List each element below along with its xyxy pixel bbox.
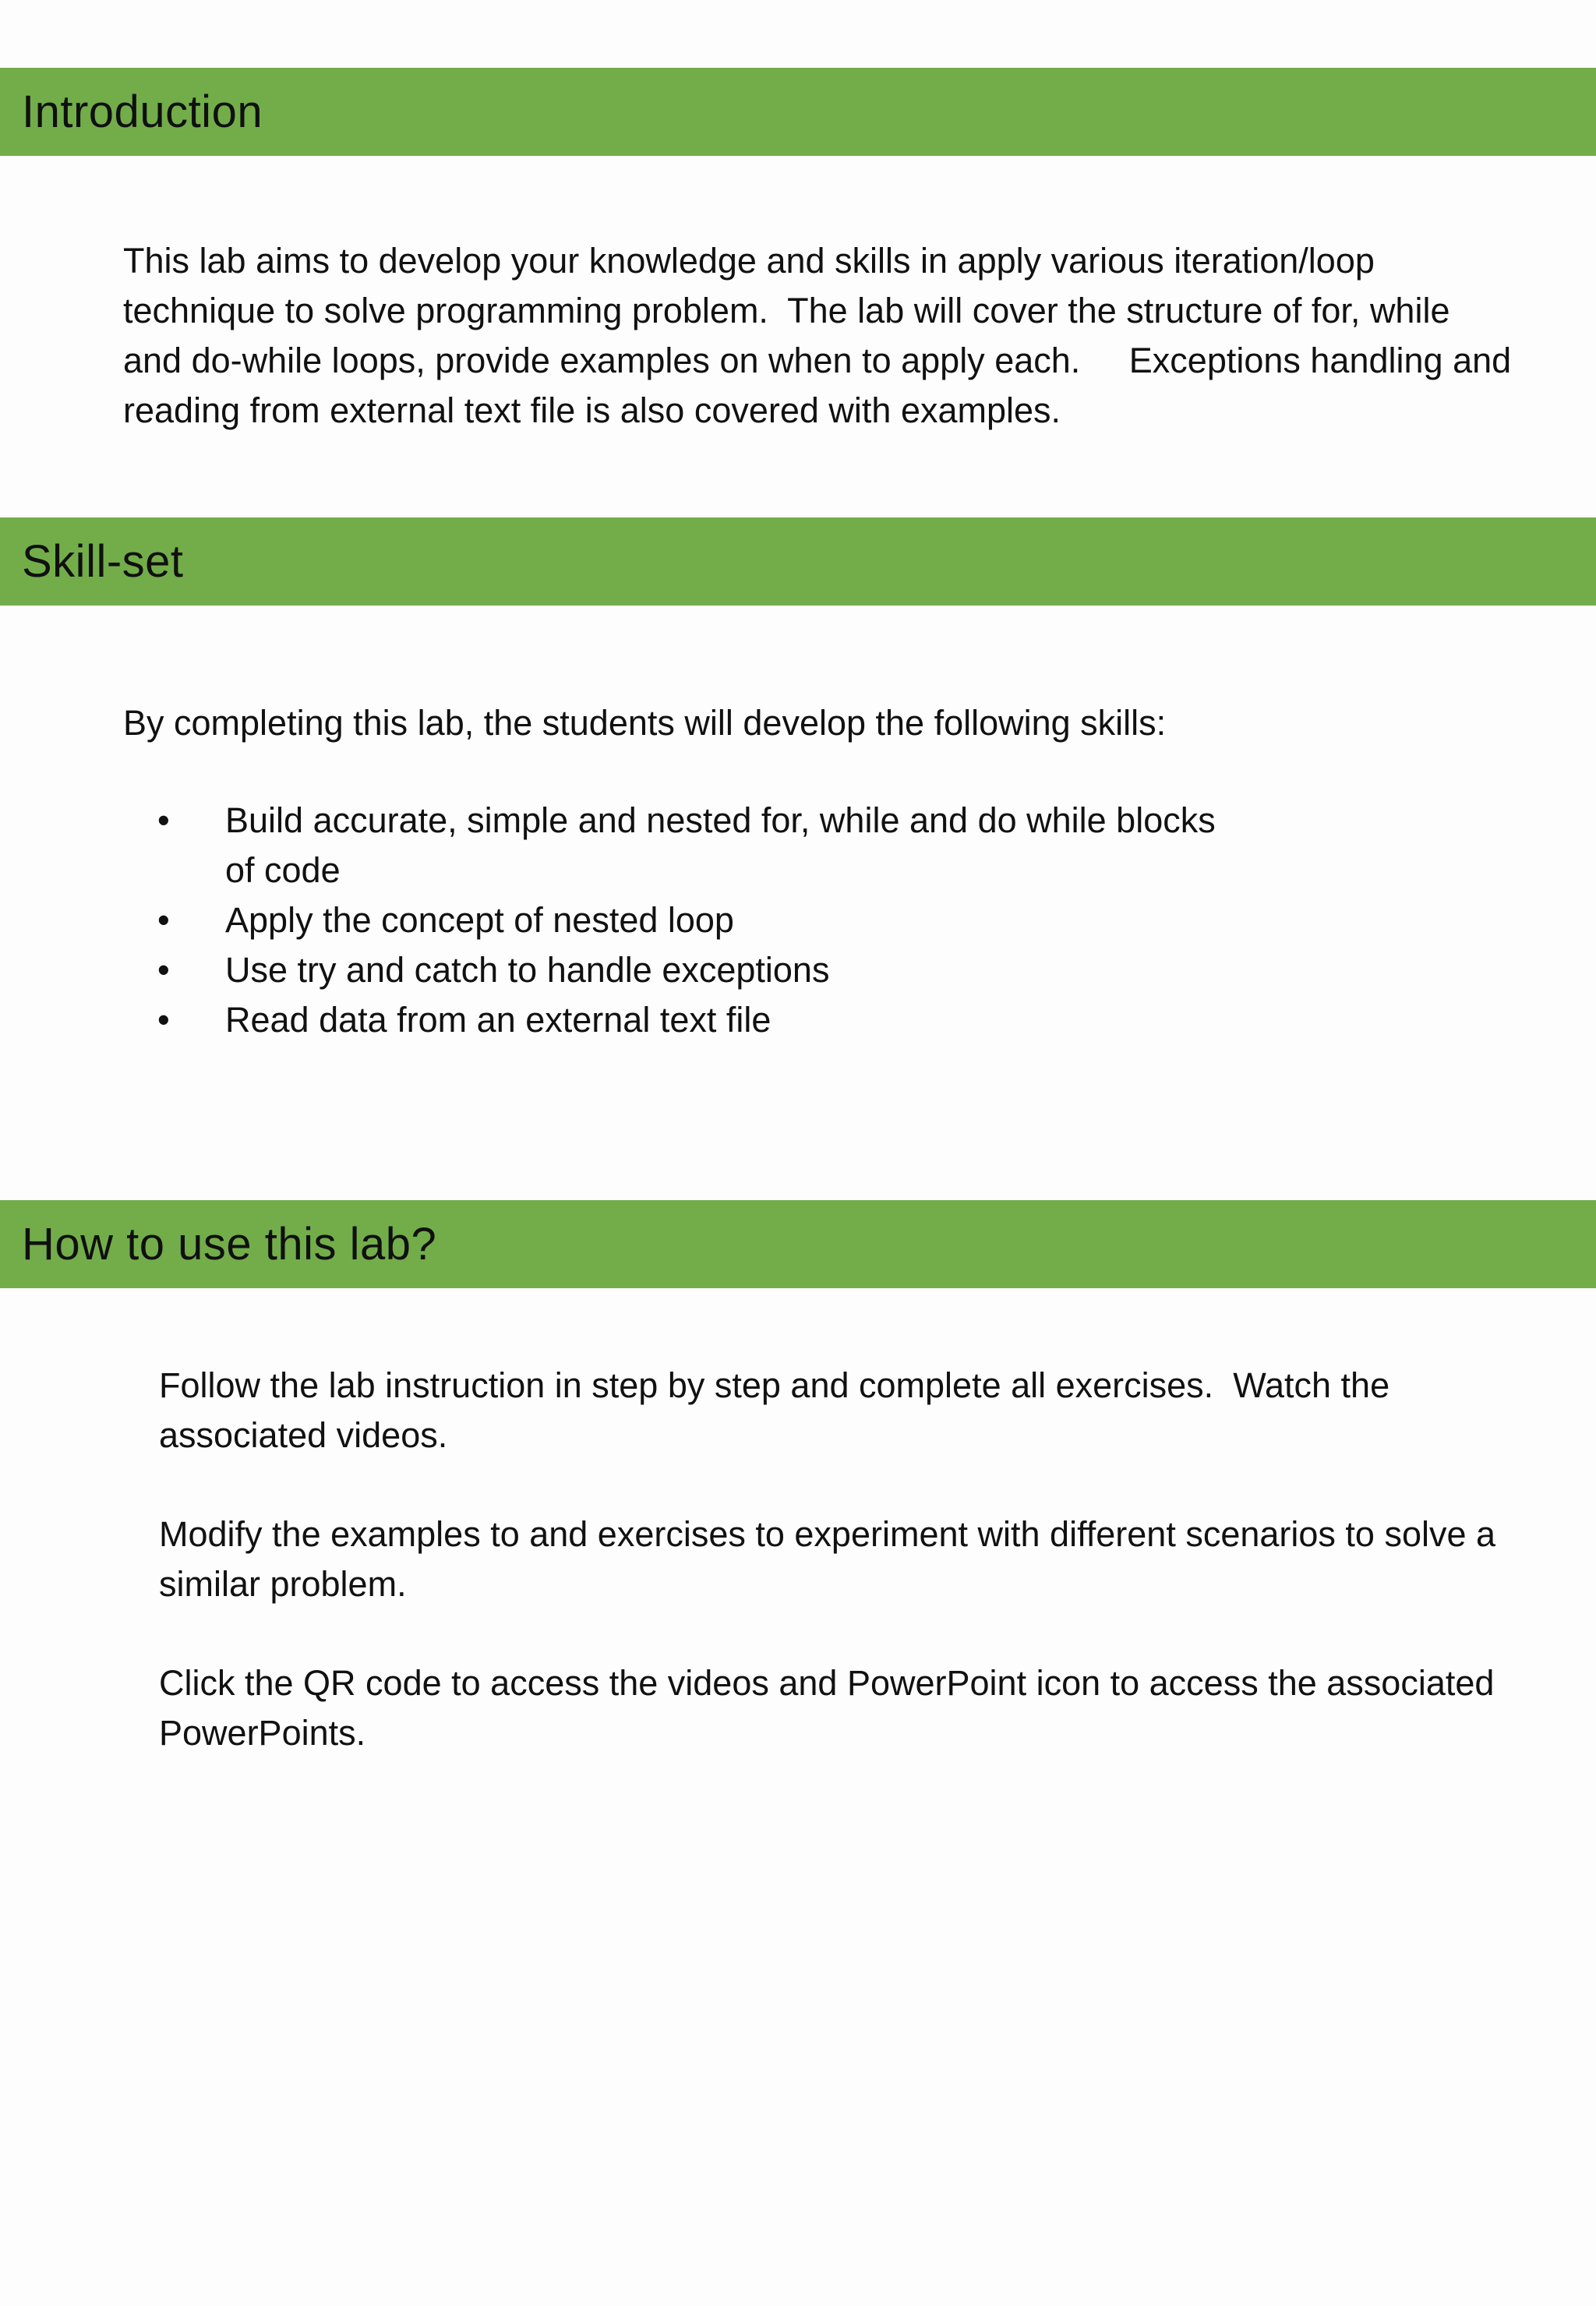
skills-list <box>0 796 1223 1045</box>
skill-text: Use try and catch to handle exceptions <box>225 950 830 990</box>
bullet-icon: • <box>157 950 170 990</box>
skill-text: Build accurate, simple and nested for, while and do while blocks of code <box>225 800 1216 890</box>
section-title-skillset: Skill-set <box>22 536 184 587</box>
skillset-lead-text: By completing this lab, the students will develop the following skills: <box>123 703 1167 743</box>
introduction-paragraph: This lab aims to develop your knowledge and skills in apply various iteration/loop technique to solve programming problem. The lab will cover the structure of for, while and do-while loops, provide examples on when to apply each. Exceptions handling and reading from external text file is also covered with examples. <box>123 241 1521 430</box>
bullet-icon: • <box>157 900 170 940</box>
section-header-introduction <box>0 68 1596 156</box>
section-header-skillset <box>0 517 1596 606</box>
section-title-howto: How to use this lab? <box>22 1219 437 1270</box>
bullet-icon: • <box>157 1000 170 1040</box>
list-item <box>0 895 1223 945</box>
list-item <box>0 796 1223 895</box>
skill-text: Read data from an external text file <box>225 1000 772 1040</box>
list-item <box>0 945 1223 995</box>
section-header-howto <box>0 1200 1596 1288</box>
section-title-introduction: Introduction <box>22 87 263 137</box>
list-item <box>0 995 1223 1045</box>
skill-text: Apply the concept of nested loop <box>225 900 734 940</box>
howto-paragraph-modify: Modify the examples to and exercises to experiment with different scenarios to solve a similar problem. <box>159 1514 1506 1604</box>
bullet-icon: • <box>157 800 170 840</box>
howto-paragraph-instructions: Follow the lab instruction in step by step and complete all exercises. Watch the associated videos. <box>159 1365 1400 1455</box>
howto-paragraph-qr-code: Click the QR code to access the videos and PowerPoint icon to access the associated PowerPoints. <box>159 1663 1504 1753</box>
